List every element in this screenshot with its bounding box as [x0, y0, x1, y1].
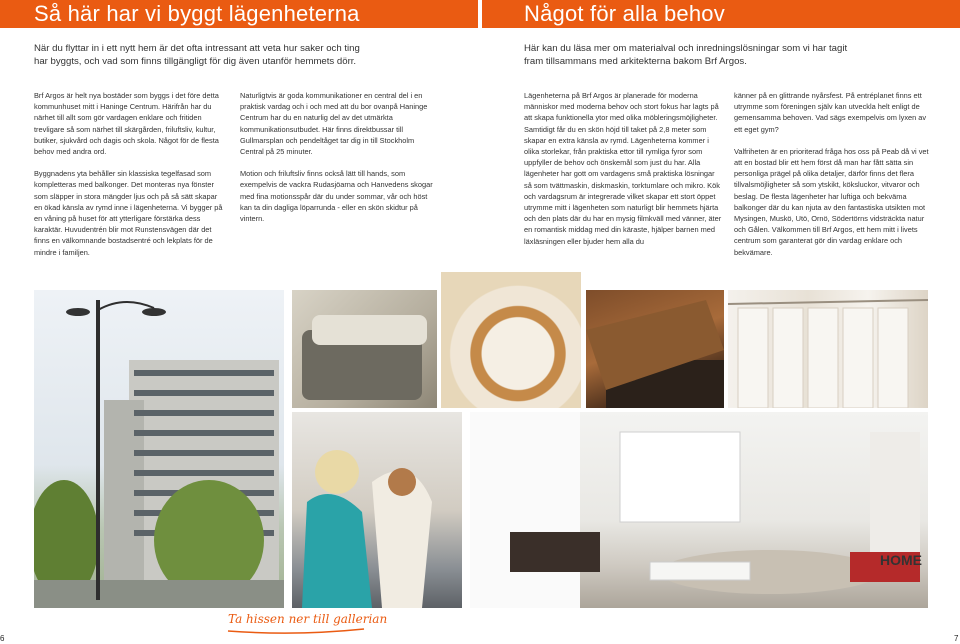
- paragraph: Motion och friluftsliv finns också lätt till hands, som exempelvis de vackra Rudasjöarna och Hanvedens skogar med fina motionsspår där du under sommar, vår och höst kan ta din dagliga löparrunda - eller en skön skidtur på vintern.: [240, 169, 433, 224]
- living-room-interior-photo: [470, 412, 928, 608]
- cake-photo: [586, 290, 724, 408]
- left-page-heading: Så här har vi byggt lägenheterna: [34, 1, 360, 26]
- right-page-header-banner: [482, 0, 960, 28]
- right-text-column-2: [734, 90, 934, 269]
- gallery-link[interactable]: [228, 612, 387, 626]
- right-text-column-1: [524, 90, 724, 258]
- left-page-header-banner: [0, 0, 478, 28]
- paragraph: Brf Argos är helt nya bostäder som byggs i det före detta kommunhuset mitt i Haninge Centrum. Härifrån har du närhet till allt som gör vardagen enklare och fritiden trevligare så som närhet till skärgården, friluftsliv, kultur, butiker, sjukvård och dagis och skola. Något för de flesta behov med andra ord.: [34, 91, 219, 157]
- paragraph: känner på en glittrande nyårsfest. På entréplanet finns ett utrymme som föreningen själv kan utveckla helt enligt de gemensamma behoven. Vad sägs exempelvis om lyxen av ett eget gym?: [734, 91, 927, 134]
- gallery-link-label: Ta hissen ner till gallerian: [228, 612, 388, 626]
- coffee-cup-photo: [441, 272, 581, 408]
- left-text-column-1: [34, 90, 224, 269]
- page-number-left: 6: [0, 634, 5, 643]
- home-sign-text: HOME: [880, 552, 922, 568]
- paragraph: Naturligtvis är goda kommunikationer en central del i en praktisk vardag och i och med att du bor ovanpå Haninge Centrum har du en naturlig del av det utmärkta kommunikationsutbudet. Här finns direktbussar till Gullmarsplan och pendeltåget tar dig in till Stockholm Central på 25 minuter.: [240, 91, 428, 157]
- woman-with-dog-photo: [292, 412, 462, 608]
- towel-photo: [292, 290, 437, 408]
- left-text-column-2: [240, 90, 440, 235]
- left-page-intro: När du flyttar in i ett nytt hem är det ofta intressant att veta hur saker och ting har byggts, och vad som finns tillgängligt för dig även utanför hemmets dörr.: [34, 43, 360, 67]
- underline-swoosh-icon: [226, 626, 366, 636]
- clothes-rack-photo: [728, 290, 928, 408]
- paragraph: Lägenheterna på Brf Argos är planerade för moderna människor med moderna behov och stort fokus har lagts på att skapa funktionella ytor med olika möbleringsmöjligheter. Samtidigt får du en skön höjd till taket på 2,8 meter som skapar en extra känsla av rymd. Lägenheterna kommer i olika storlekar, från praktiska ettor till rymliga fyror som uppfyller de behov och önskemål som just du har. Alla lägenheter har gott om vardagens små praktiska lösningar så som tvättmaskin, diskmaskin, torktumlare och mikro. Kök och vardagsrum är integrerade vilket skapar ett stort öppet utrymme mitt i lägenheten som naturligt blir hemmets hjärta och den plats där du har en mysig filmkväll med vänner, äter en romantisk middag med din käraste, hjälper barnen med läxläsningen eller bjuder hem alla du: [524, 91, 722, 246]
- paragraph: Valfriheten är en prioriterad fråga hos oss på Peab då vi vet att en bostad blir ett hem först då man har fått sätta sin personliga prägel på olika detaljer, därför finns det flera tillvalsmöjligheter så som ytskikt, köksluckor, vitvaror och beslag. De flesta lägenheter har luftiga och bekväma balkonger där du kan njuta av den fantastiska utsikten mot Mysingen, Muskö, Utö, Ornö, Södertörns vidsträckta natur och Gålen. Välkommen till Brf Argos, ett hem mitt i livets centrum som garanterat gör din vardag enklare och bekvämare.: [734, 146, 929, 257]
- right-page-heading: Något för alla behov: [524, 1, 725, 26]
- page-number-right: 7: [954, 634, 959, 643]
- building-photo: [34, 290, 284, 608]
- right-page-intro: Här kan du läsa mer om materialval och inredningslösningar som vi har tagit fram tillsammans med arkitekterna bakom Brf Argos.: [524, 43, 848, 67]
- paragraph: Byggnadens yta behåller sin klassiska tegelfasad som kompletteras med balkonger. Det monteras nya fönster som släpper in stora mängder ljus och på så sätt skapar en ökad känsla av rymd inne i lägenheterna. Vi bygger på en våning på huset för att ytterligare förstärka dess karaktär. Huvudentrén blir mot Runstensvägen där det finns en välkomnande bostadsentré och lekplats för de mindre i familjen.: [34, 169, 223, 257]
